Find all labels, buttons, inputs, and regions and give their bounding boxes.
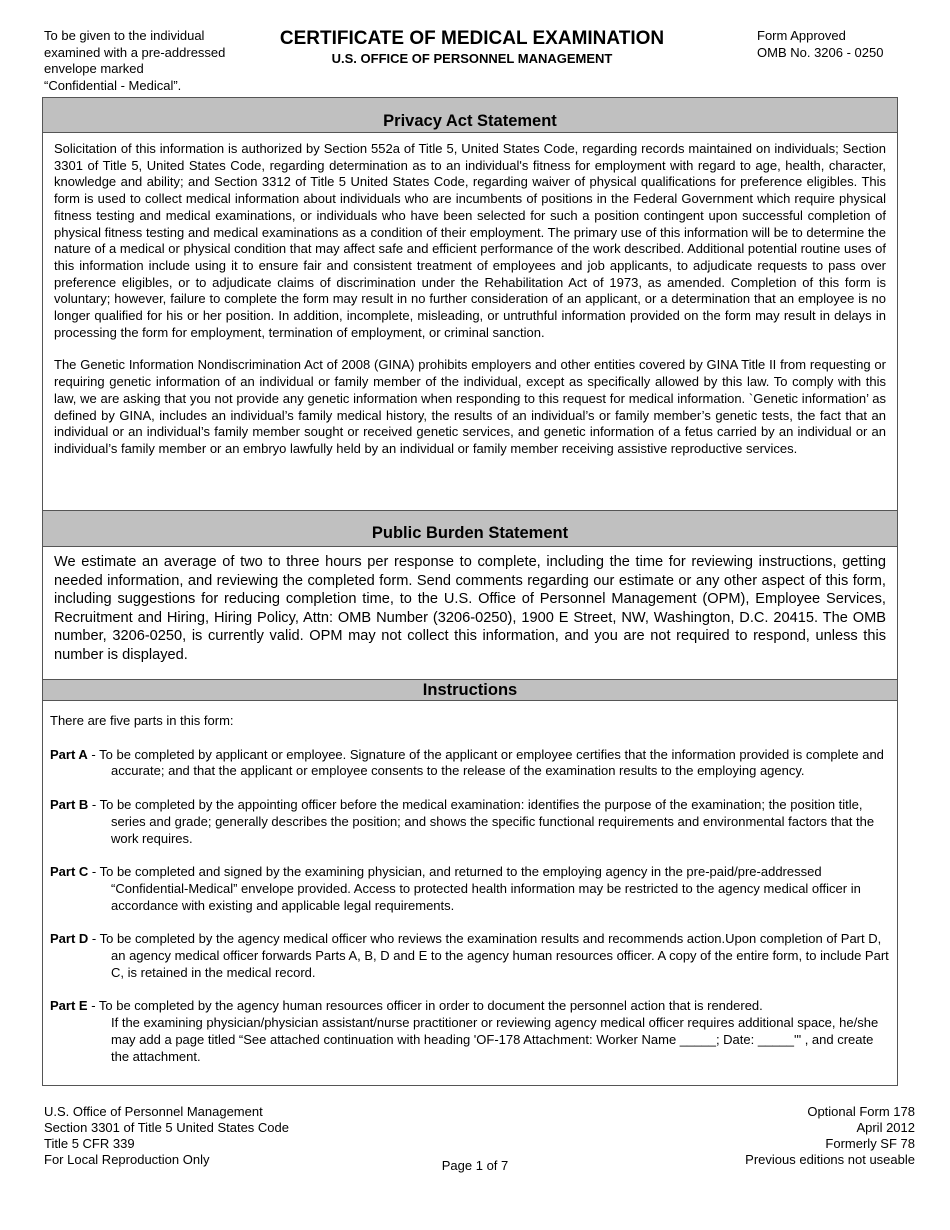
- instructions-body: [43, 701, 897, 1065]
- part-label: Part A: [50, 746, 88, 762]
- part-label: Part D: [50, 931, 89, 947]
- part-text: - To be completed by applicant or employee. Signature of the applicant or employee certifies that the information provided is complete and accurate; and that the applicant or employee consents to the release of the examination results to the employing agency.: [87, 746, 884, 779]
- distribution-note-line: “Confidential - Medical”.: [44, 77, 182, 93]
- part-text: - To be completed by the appointing officer before the medical examination: identifies the purpose of the examination; the position title, series and grade; generally describes the position; and shows the specific functional requirements and environmental factors that the work requires.: [88, 797, 875, 846]
- instructions-heading: Instructions: [43, 680, 897, 701]
- part-text: - To be completed by the agency medical officer who reviews the examination results and recommends action.Upon completion of Part D, an agency medical officer forwards Parts A, B, D and E to the agency human resources officer. A copy of the entire form, to include Part C, is retained in the medical record.: [88, 931, 889, 980]
- part-label: Part B: [50, 797, 89, 813]
- instructions-section: [42, 679, 898, 1086]
- footer-agency-line: For Local Reproduction Only: [44, 1152, 210, 1167]
- footer-form-info: [745, 1104, 915, 1168]
- privacy-paragraph: Solicitation of this information is authorized by Section 552a of Title 5, United States Code, regarding records maintained on individuals; Section 3301 of Title 5, United States Code, regarding determination as to an individual's fitness for employment with regard to age, health, character, knowledge and ability; and Section 3312 of Title 5 United States Code, regarding waiver of physical qualifications for preference eligibles. This form is used to collect medical information about individuals who are incumbents of positions in the Federal Government which require physical fitness testing and medical examinations, or individuals who have been selected for such a position contingent upon successful completion of physical fitness testing and medical examinations as a condition of their employment. The primary use of this information will be to determine the nature of a medical or physical condition that may affect safe and efficient performance of the work described. Additional potential routine uses of this information include using it to ensure fair and consistent treatment of employees and job applicants, to adjudicate requests to pass over preference eligibles, or to adjudicate claims of discrimination under the Rehabilitation Act of 1973, as amended. Completion of this form is voluntary; however, failure to complete the form may result in no further consideration of an applicant, or a determination that an employee is no longer qualified for his or her position. In addition, incomplete, misleading, or untruthful information provided on the form may result in delays in processing the form for employment, termination of employment, or criminal sanction.: [54, 141, 886, 340]
- form-title-block: [262, 28, 682, 67]
- form-subtitle: U.S. OFFICE OF PERSONNEL MANAGEMENT: [331, 51, 613, 66]
- distribution-note-line: envelope marked: [44, 61, 144, 76]
- part-e-instruction: [50, 998, 889, 1065]
- footer-agency-line: Section 3301 of Title 5 United States Code: [44, 1120, 289, 1135]
- privacy-act-body: [43, 133, 897, 458]
- distribution-note: [44, 28, 254, 94]
- instructions-intro: There are five parts in this form:: [50, 713, 234, 728]
- footer-form-line: Previous editions not useable: [745, 1152, 915, 1167]
- part-d-instruction: [50, 931, 889, 981]
- footer-form-line: Formerly SF 78: [825, 1136, 915, 1151]
- omb-approval: [757, 28, 883, 61]
- part-label: Part E: [50, 998, 88, 1014]
- part-text: - To be completed by the agency human resources officer in order to document the personnel action that is rendered.: [87, 998, 763, 1014]
- footer-form-line: April 2012: [856, 1120, 915, 1135]
- part-c-instruction: [50, 864, 889, 914]
- part-e-continuation: If the examining physician/physician assistant/nurse practitioner or reviewing agency medical officer requires additional space, he/she may add a page titled “See attached continuation with heading 'OF-178 Attachment: Worker Name _____; Date: _____'" , and create the attachment.: [111, 1015, 879, 1064]
- gina-paragraph: The Genetic Information Nondiscrimination Act of 2008 (GINA) prohibits employers and other entities covered by GINA Title II from requesting or requiring genetic information of an individual or family member of the individual, except as specifically allowed by this law. To comply with this law, we are asking that you not provide any genetic information when responding to this request for medical information. `Genetic information’ as defined by GINA, includes an individual’s family medical history, the results of an individual’s or family member’s genetic tests, the fact that an individual or an individual’s family member sought or received genetic services, and genetic information of a fetus carried by an individual or an individual’s family member or an embryo lawfully held by an individual or family member receiving assistive reproductive services.: [54, 357, 886, 456]
- privacy-act-heading: Privacy Act Statement: [43, 98, 897, 133]
- privacy-act-section: [42, 97, 898, 511]
- part-b-instruction: [50, 797, 889, 847]
- distribution-note-line: To be given to the individual: [44, 28, 205, 43]
- footer-form-line: Optional Form 178: [807, 1104, 915, 1119]
- omb-approval-line: Form Approved: [757, 28, 846, 43]
- part-text: - To be completed and signed by the examining physician, and returned to the employing agency in the pre-paid/pre-addressed “Confidential-Medical” envelope provided. Access to protected health information may be restricted to the agency medical officer in accordance with existing and applicable legal requirements.: [88, 864, 861, 913]
- part-label: Part C: [50, 864, 89, 880]
- footer-agency-line: Title 5 CFR 339: [44, 1136, 135, 1151]
- public-burden-heading: Public Burden Statement: [43, 510, 897, 547]
- page-number: Page 1 of 7: [441, 1158, 509, 1173]
- public-burden-body: [43, 547, 897, 665]
- part-a-instruction: [50, 747, 889, 780]
- footer-agency-line: U.S. Office of Personnel Management: [44, 1104, 263, 1119]
- distribution-note-line: examined with a pre-addressed: [44, 44, 226, 60]
- form-title: CERTIFICATE OF MEDICAL EXAMINATION: [279, 28, 665, 49]
- omb-approval-line: OMB No. 3206 - 0250: [757, 44, 884, 60]
- public-burden-section: [42, 510, 898, 680]
- public-burden-paragraph: We estimate an average of two to three hours per response to complete, including the time for reviewing instructions, getting needed information, and reviewing the completed form. Send comments regarding our estimate or any other aspect of this form, including suggestions for reducing completion time, to the U.S. Office of Personnel Management (OPM), Employee Services, Recruitment and Hiring, Hiring Policy, Attn: OMB Number (3206-0250), 1900 E Street, NW, Washington, D.C. 20415. The OMB number, 3206-0250, is currently valid. OPM may not collect this information, and you are not required to respond, unless this number is displayed.: [54, 554, 886, 663]
